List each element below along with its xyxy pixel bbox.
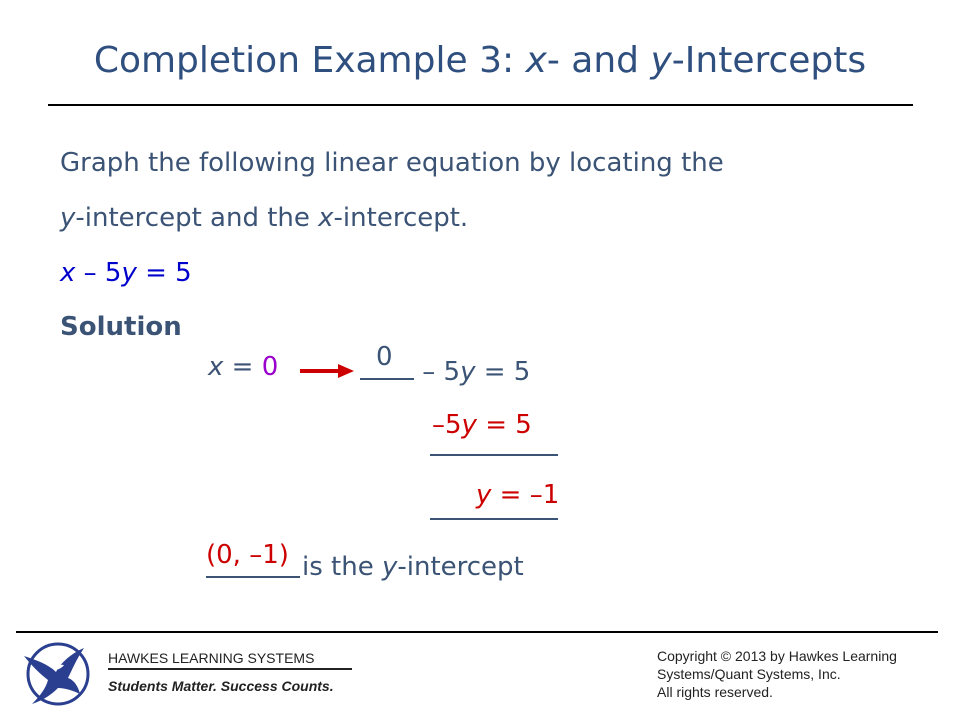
tagline: Students Matter. Success Counts. — [108, 678, 334, 694]
equation: x – 5y = 5 — [60, 258, 192, 288]
company-name: HAWKES LEARNING SYSTEMS — [108, 650, 352, 670]
blank-1-value: 0 — [376, 342, 393, 372]
title-divider — [48, 104, 913, 106]
result-text: is the y-intercept — [302, 552, 524, 582]
footer-divider — [16, 631, 938, 633]
step-3: y = –1 — [476, 480, 560, 510]
intercept-point: (0, –1) — [206, 540, 289, 570]
arrow-right-icon — [298, 362, 356, 380]
step-2: –5y = 5 — [432, 410, 532, 440]
problem-line-1: Graph the following linear equation by locating the — [60, 148, 724, 178]
substitution: x = 0 — [208, 352, 279, 382]
blank-1 — [360, 342, 414, 380]
solution-label: Solution — [60, 312, 182, 342]
substitution-value: 0 — [261, 352, 279, 382]
copyright-line-1: Copyright © 2013 by Hawkes Learning — [657, 648, 897, 664]
eagle-logo-icon — [18, 638, 92, 708]
step-1: 0 – 5y = 5 — [360, 352, 530, 387]
copyright-line-2: Systems/Quant Systems, Inc. — [657, 666, 841, 682]
page-title: Completion Example 3: x- and y-Intercepts — [93, 40, 867, 81]
copyright-line-3: All rights reserved. — [657, 684, 773, 700]
problem-line-2: y-intercept and the x-intercept. — [60, 203, 469, 233]
